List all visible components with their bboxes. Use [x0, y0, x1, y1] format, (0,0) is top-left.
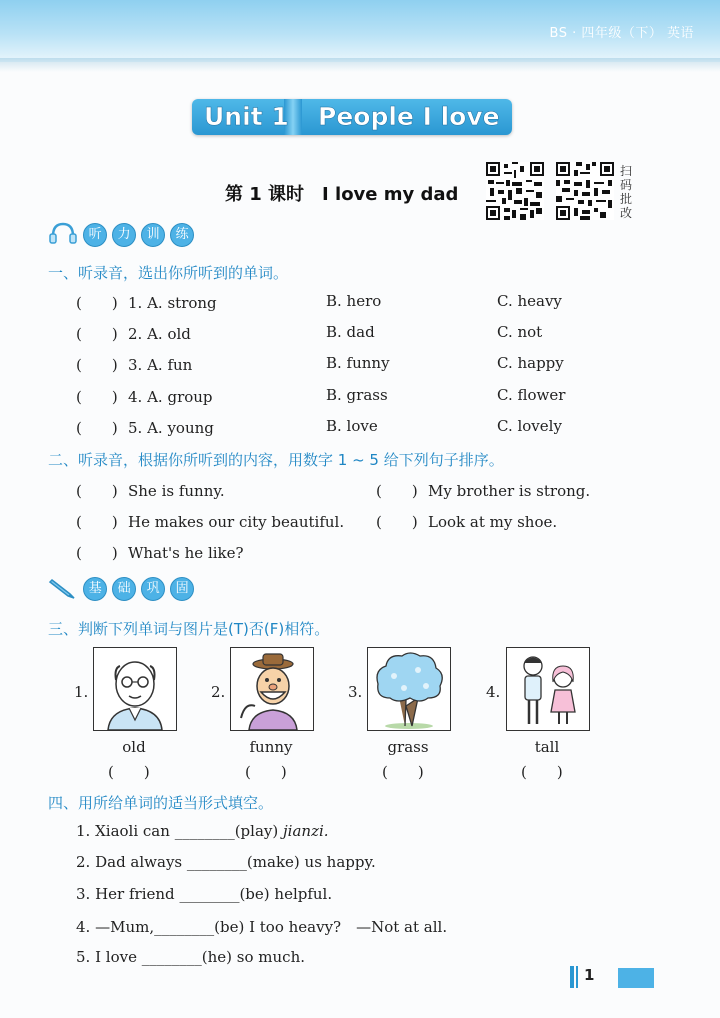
picture-word: grass [387, 738, 429, 756]
qr-code-icon[interactable] [486, 162, 544, 220]
unit-title: People I love [318, 102, 500, 131]
footer-bar [570, 966, 574, 988]
q1-option-b: B. love [326, 417, 378, 435]
boy-girl-icon [506, 647, 590, 731]
q2-item: ( ) Look at my shoe. [376, 513, 558, 531]
section-tag-listening [48, 220, 199, 247]
page-number: 1 [584, 966, 595, 984]
tag-char: 基 [83, 577, 107, 601]
question-4-title: 四、用所给单词的适当形式填空。 [48, 794, 274, 812]
q1-option-c: C. heavy [497, 292, 562, 310]
q2-item: ( ) She is funny. [76, 482, 225, 500]
picture-word: tall [534, 738, 560, 756]
question-3-title: 三、判断下列单词与图片是(T)否(F)相符。 [48, 620, 330, 638]
q1-option-c: C. happy [497, 354, 564, 372]
tf-answer-blank[interactable]: ( ) [108, 763, 150, 781]
tf-answer-blank[interactable]: ( ) [521, 763, 563, 781]
q2-item: ( ) My brother is strong. [376, 482, 591, 500]
q4-item: 3. Her friend ________(be) helpful. [76, 885, 333, 903]
lesson-title: 第 1 课时 I love my dad [225, 184, 459, 205]
q1-item-1: ( ) 1. A. strong [76, 294, 217, 312]
q4-item: 5. I love ________(he) so much. [76, 948, 305, 966]
q2-item: ( ) He makes our city beautiful. [76, 513, 345, 531]
unit-number: Unit 1 [204, 102, 289, 131]
tree-icon [367, 647, 451, 731]
section-tag-basics [48, 574, 199, 601]
scan-label: 扫码批改 [620, 164, 633, 220]
footer-bar [576, 966, 578, 988]
fill-blank[interactable]: ________ [154, 918, 215, 936]
q1-option-c: C. lovely [497, 417, 562, 435]
picture-number: 3. [348, 683, 363, 701]
old-man-icon [93, 647, 177, 731]
grade-subject-tag: BS · 四年级（下） 英语 [549, 26, 694, 41]
q1-item-2: ( ) 2. A. old [76, 325, 191, 343]
q1-option-b: B. grass [326, 386, 388, 404]
tag-char: 听 [83, 223, 107, 247]
picture-number: 1. [74, 683, 89, 701]
footer-block [618, 968, 654, 988]
fill-blank[interactable]: ________ [141, 948, 202, 966]
tag-char: 力 [112, 223, 136, 247]
tf-answer-blank[interactable]: ( ) [245, 763, 287, 781]
q1-item-4: ( ) 4. A. group [76, 388, 213, 406]
q1-option-c: C. not [497, 323, 543, 341]
tf-answer-blank[interactable]: ( ) [382, 763, 424, 781]
q1-item-5: ( ) 5. A. young [76, 419, 214, 437]
q2-item: ( ) What's he like? [76, 544, 244, 562]
question-1-title: 一、听录音，选出你所听到的单词。 [48, 264, 289, 282]
q1-option-b: B. hero [326, 292, 382, 310]
q4-item: 4. —Mum,________(be) I too heavy? —Not at all. [76, 918, 448, 936]
picture-number: 2. [211, 683, 226, 701]
qr-code-icon[interactable] [556, 162, 614, 220]
fill-blank[interactable]: ________ [186, 853, 247, 871]
unit-banner [192, 99, 512, 135]
tag-char: 训 [141, 223, 165, 247]
q1-item-3: ( ) 3. A. fun [76, 356, 193, 374]
tag-char: 巩 [141, 577, 165, 601]
q1-option-b: B. dad [326, 323, 375, 341]
tag-char: 础 [112, 577, 136, 601]
headphones-icon [48, 220, 78, 246]
picture-word: funny [249, 738, 293, 756]
tag-char: 固 [170, 577, 194, 601]
q4-item: 2. Dad always ________(make) us happy. [76, 853, 376, 871]
tag-char: 练 [170, 223, 194, 247]
pencil-icon [48, 574, 78, 600]
picture-word: old [122, 738, 146, 756]
q1-option-c: C. flower [497, 386, 566, 404]
fill-blank[interactable]: ________ [174, 822, 235, 840]
q1-option-b: B. funny [326, 354, 390, 372]
question-2-title: 二、听录音，根据你所听到的内容，用数字 1 ~ 5 给下列句子排序。 [48, 451, 504, 469]
fill-blank[interactable]: ________ [179, 885, 240, 903]
funny-man-icon [230, 647, 314, 731]
picture-number: 4. [486, 683, 501, 701]
header-shadow [0, 58, 720, 72]
q4-item: 1. Xiaoli can ________(play) jianzi. [76, 822, 329, 840]
